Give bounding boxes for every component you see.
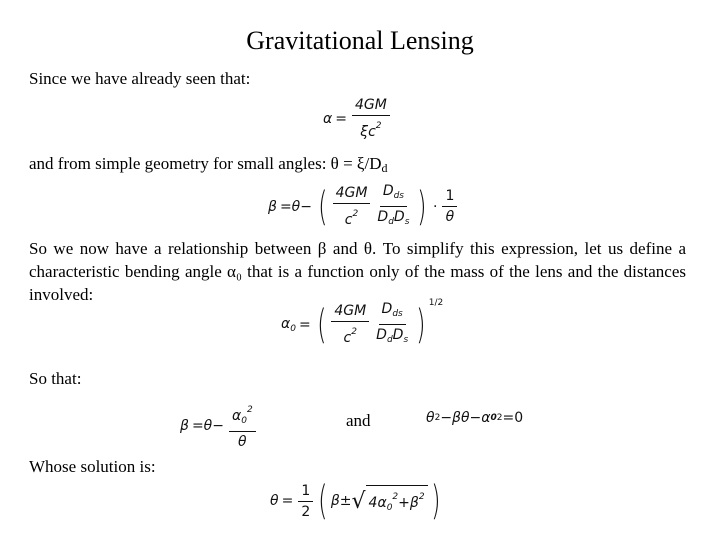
eq3-left-paren: ( bbox=[316, 301, 327, 348]
eq2-lhs: β bbox=[268, 198, 277, 215]
eq2-den2a-sub: d bbox=[388, 217, 394, 227]
eq3-fraction-1 bbox=[331, 302, 369, 347]
eq4-num-sup: 2 bbox=[246, 405, 253, 415]
eq5-theta-sup: 2 bbox=[434, 413, 441, 423]
equation-solution bbox=[270, 478, 443, 524]
eq2-dot: · bbox=[433, 198, 438, 215]
eq3-den1: c bbox=[343, 330, 352, 346]
eq2-num2: D bbox=[382, 183, 394, 199]
eq3-den2a-sub: d bbox=[386, 335, 393, 345]
eq4-num-sub: 0 bbox=[241, 416, 247, 426]
eq2-right-paren: ) bbox=[417, 183, 427, 230]
eq2-den2b-sub: s bbox=[404, 217, 410, 227]
eq1-fraction bbox=[352, 96, 390, 141]
equation-alpha bbox=[323, 96, 392, 141]
slide-title: Gravitational Lensing bbox=[246, 26, 474, 55]
eq6-den: 2 bbox=[301, 503, 311, 520]
eq2-fraction-2 bbox=[374, 182, 412, 231]
intro-text: Since we have already seen that: bbox=[29, 69, 251, 88]
eq6-num: 1 bbox=[298, 482, 313, 502]
radical-sign-icon: √ bbox=[351, 488, 366, 514]
eq6-right-paren: ) bbox=[430, 478, 441, 524]
eq2-num2-sub: ds bbox=[393, 191, 404, 201]
eq1-numerator: 4GM bbox=[352, 96, 390, 116]
and-connector: and bbox=[346, 411, 371, 430]
eq3-fraction-2 bbox=[373, 300, 411, 349]
eq6-rad-sup1: 2 bbox=[392, 492, 399, 502]
geometry-text-main: and from simple geometry for small angles: θ = ξ/D bbox=[29, 154, 382, 173]
eq3-power: 1/2 bbox=[428, 298, 444, 308]
eq5-middle: −βθ−α bbox=[440, 410, 491, 426]
eq3-num1: 4GM bbox=[331, 302, 369, 322]
eq6-beta: β± bbox=[330, 493, 352, 509]
eq3-num2: D bbox=[381, 301, 393, 317]
eq5-theta: θ bbox=[426, 410, 435, 426]
eq2-den3: θ bbox=[445, 209, 455, 225]
eq2-den1-sup: 2 bbox=[352, 209, 359, 219]
eq5-tail: =0 bbox=[502, 410, 524, 426]
eq6-rad-sub: 0 bbox=[386, 503, 393, 513]
eq3-num2-sub: ds bbox=[392, 309, 403, 319]
eq3-right-paren: ) bbox=[416, 301, 426, 348]
geometry-text-sub: d bbox=[381, 161, 388, 175]
eq3-den2b-sub: s bbox=[403, 335, 409, 345]
eq2-left-paren: ( bbox=[318, 183, 328, 230]
eq1-den-sup: 2 bbox=[375, 121, 382, 131]
eq3-den2b: D bbox=[392, 327, 404, 343]
eq1-lhs: α bbox=[323, 110, 333, 127]
eq4-fraction bbox=[229, 401, 256, 451]
eq4-den: θ bbox=[238, 434, 247, 450]
equation-quadratic bbox=[426, 410, 523, 426]
solution-text: Whose solution is: bbox=[29, 457, 156, 476]
eq5-alpha-sub: 0 bbox=[490, 413, 497, 423]
eq2-fraction-1 bbox=[333, 184, 371, 229]
eq6-rad-sup2: 2 bbox=[418, 492, 425, 502]
eq6-equals: = bbox=[281, 493, 294, 509]
eq6-sqrt bbox=[352, 485, 428, 517]
eq2-num3: 1 bbox=[442, 187, 457, 207]
eq6-rad2: +β bbox=[398, 495, 419, 511]
eq1-equals: = bbox=[335, 110, 347, 127]
eq4-mid: =θ− bbox=[191, 418, 224, 434]
eq3-den2a: D bbox=[376, 327, 387, 343]
eq3-lhs-sub: 0 bbox=[290, 323, 296, 334]
eq3-den1-sup: 2 bbox=[351, 327, 357, 337]
eq2-mid: =θ− bbox=[279, 198, 312, 215]
eq1-denominator: ξc bbox=[360, 124, 376, 140]
eq2-den2b: D bbox=[393, 209, 405, 225]
eq4-lhs: β bbox=[180, 418, 189, 434]
relationship-text: So we now have a relationship between β and θ. To simplify this expression, let us define a characteristic bending angle α₀ that is a function only of the mass of the lens and the distances involved: bbox=[29, 239, 686, 304]
eq3-equals: = bbox=[298, 316, 311, 333]
eq4-num: α bbox=[231, 408, 242, 424]
eq2-den1: c bbox=[344, 212, 353, 228]
geometry-text bbox=[29, 152, 686, 180]
eq6-left-paren: ( bbox=[318, 478, 328, 524]
equation-beta-full bbox=[268, 182, 459, 231]
eq2-fraction-3 bbox=[442, 187, 457, 226]
eq6-fraction bbox=[298, 482, 313, 521]
equation-beta-short bbox=[180, 401, 258, 451]
equation-alpha0 bbox=[281, 300, 443, 349]
eq6-lhs: θ bbox=[270, 493, 279, 509]
eq2-den2a: D bbox=[377, 209, 389, 225]
eq3-lhs: α bbox=[281, 315, 291, 332]
eq6-rad1: 4α bbox=[368, 495, 387, 511]
so-that-text: So that: bbox=[29, 369, 82, 388]
eq5-alpha-sup: 2 bbox=[496, 413, 503, 423]
eq2-num1: 4GM bbox=[333, 184, 371, 204]
